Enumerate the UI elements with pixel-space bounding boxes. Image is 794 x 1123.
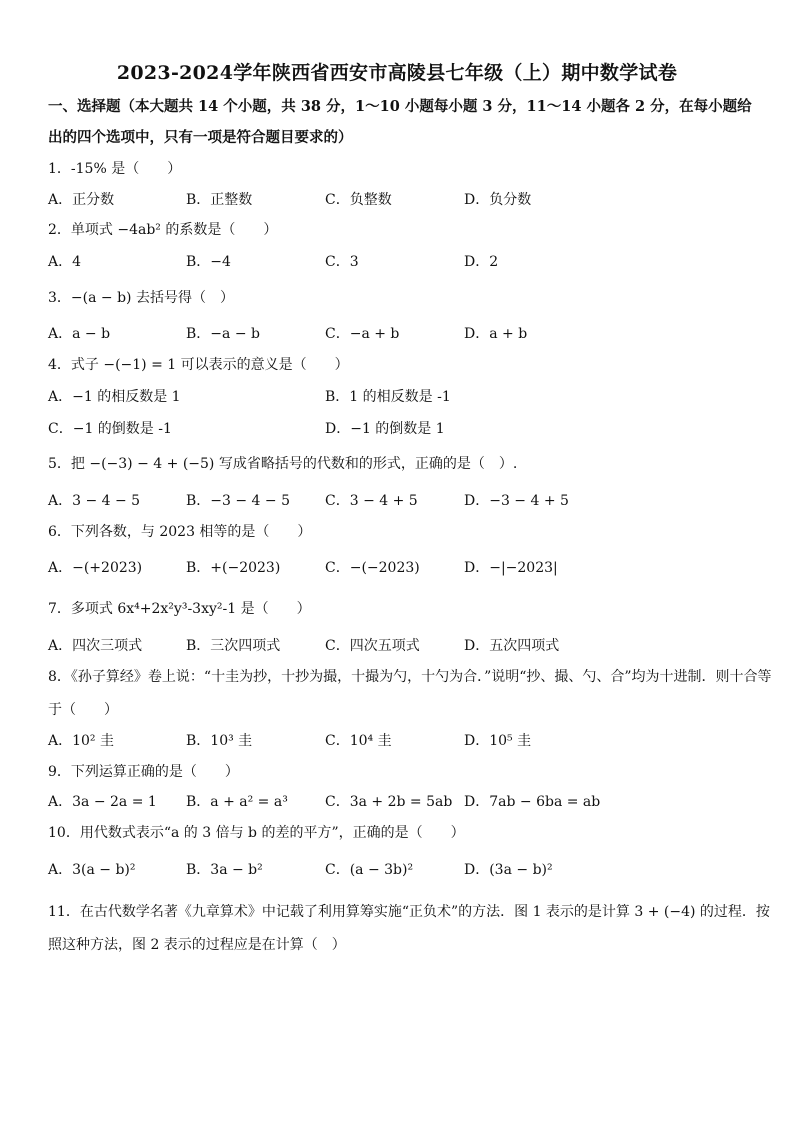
page-title: 2023-2024学年陕西省西安市高陵县七年级（上）期中数学试卷 — [116, 62, 678, 84]
question-11-stem: 11．在古代数学名著《九章算术》中记载了利用算筹实施“正负术”的方法．图 1 表示的是计算 3 + (−4) 的过程．按照这种方法，图 2 表示的过程应是在计算（ ） — [48, 904, 770, 953]
question-8-option-a: A．10² 圭 — [48, 733, 114, 749]
question-3-option-c: C．−a + b — [325, 326, 400, 342]
question-3-option-a: A．a − b — [48, 326, 111, 342]
question-1-option-c: C．负整数 — [325, 192, 392, 208]
question-9-stem: 9．下列运算正确的是（ ） — [48, 764, 239, 780]
question-8-option-b: B．10³ 圭 — [186, 733, 253, 749]
question-6-option-b: B．+(−2023) — [186, 560, 281, 576]
question-2-option-d: D．2 — [464, 254, 499, 270]
question-3-option-d: D．a + b — [464, 326, 528, 342]
question-1-option-b: B．正整数 — [186, 192, 253, 208]
question-6-option-a: A．−(+2023) — [48, 560, 143, 576]
question-6-option-d: D．−|−2023| — [464, 560, 558, 576]
question-8-stem: 8．《孙子算经》卷上说：“十圭为抄，十抄为撮，十撮为勺，十勺为合．”说明“抄、撮、勺、合”均为十进制．则十合等于（ ） — [48, 669, 772, 718]
question-1-stem: 1．-15% 是（ ） — [48, 161, 182, 177]
question-7-option-a: A．四次三项式 — [48, 638, 143, 654]
question-4-option-d: D．−1 的倒数是 1 — [325, 421, 445, 437]
question-1-option-a: A．正分数 — [48, 192, 115, 208]
question-8-option-d: D．10⁵ 圭 — [464, 733, 532, 749]
question-5-stem: 5．把 −(−3) − 4 + (−5) 写成省略括号的代数和的形式，正确的是（ ）. — [48, 456, 518, 472]
question-10-option-a: A．3(a − b)² — [48, 862, 136, 878]
question-2-stem: 2．单项式 −4ab² 的系数是（ ） — [48, 222, 278, 238]
question-4-option-a: A．−1 的相反数是 1 — [48, 389, 181, 405]
question-9-option-d: D．7ab − 6ba = ab — [464, 794, 601, 810]
question-10-option-b: B．3a − b² — [186, 862, 263, 878]
question-4-option-b: B．1 的相反数是 -1 — [325, 389, 451, 405]
question-4-stem: 4．式子 −(−1) = 1 可以表示的意义是（ ） — [48, 357, 349, 373]
question-5-option-d: D．−3 − 4 + 5 — [464, 493, 569, 509]
question-1-option-d: D．负分数 — [464, 192, 532, 208]
question-7-option-c: C．四次五项式 — [325, 638, 420, 654]
question-5-option-b: B．−3 − 4 − 5 — [186, 493, 291, 509]
question-10-option-c: C．(a − 3b)² — [325, 862, 414, 878]
question-3-option-b: B．−a − b — [186, 326, 260, 342]
section-heading: 一、选择题（本大题共 14 个小题，共 38 分，1～10 小题每小题 3 分，11～14 小题各 2 分，在每小题给出的四个选项中，只有一项是符合题目要求的） — [48, 98, 752, 146]
question-9-option-b: B．a + a² = a³ — [186, 794, 288, 810]
question-7-stem: 7．多项式 6x⁴+2x²y³-3xy²-1 是（ ） — [48, 601, 311, 617]
question-2-option-a: A．4 — [48, 254, 82, 270]
question-10-stem: 10．用代数式表示“a 的 3 倍与 b 的差的平方”，正确的是（ ） — [48, 825, 465, 841]
question-9-option-a: A．3a − 2a = 1 — [48, 794, 157, 810]
question-7-option-d: D．五次四项式 — [464, 638, 560, 654]
question-2-option-b: B．−4 — [186, 254, 231, 270]
question-6-stem: 6．下列各数，与 2023 相等的是（ ） — [48, 524, 312, 540]
question-2-option-c: C．3 — [325, 254, 359, 270]
question-9-option-c: C．3a + 2b = 5ab — [325, 794, 453, 810]
question-6-option-c: C．−(−2023) — [325, 560, 420, 576]
question-10-option-d: D．(3a − b)² — [464, 862, 553, 878]
question-7-option-b: B．三次四项式 — [186, 638, 281, 654]
question-8-option-c: C．10⁴ 圭 — [325, 733, 392, 749]
question-5-option-c: C．3 − 4 + 5 — [325, 493, 418, 509]
question-4-option-c: C．−1 的倒数是 -1 — [48, 421, 172, 437]
question-5-option-a: A．3 − 4 − 5 — [48, 493, 141, 509]
question-3-stem: 3．−(a − b) 去括号得（ ） — [48, 290, 234, 306]
